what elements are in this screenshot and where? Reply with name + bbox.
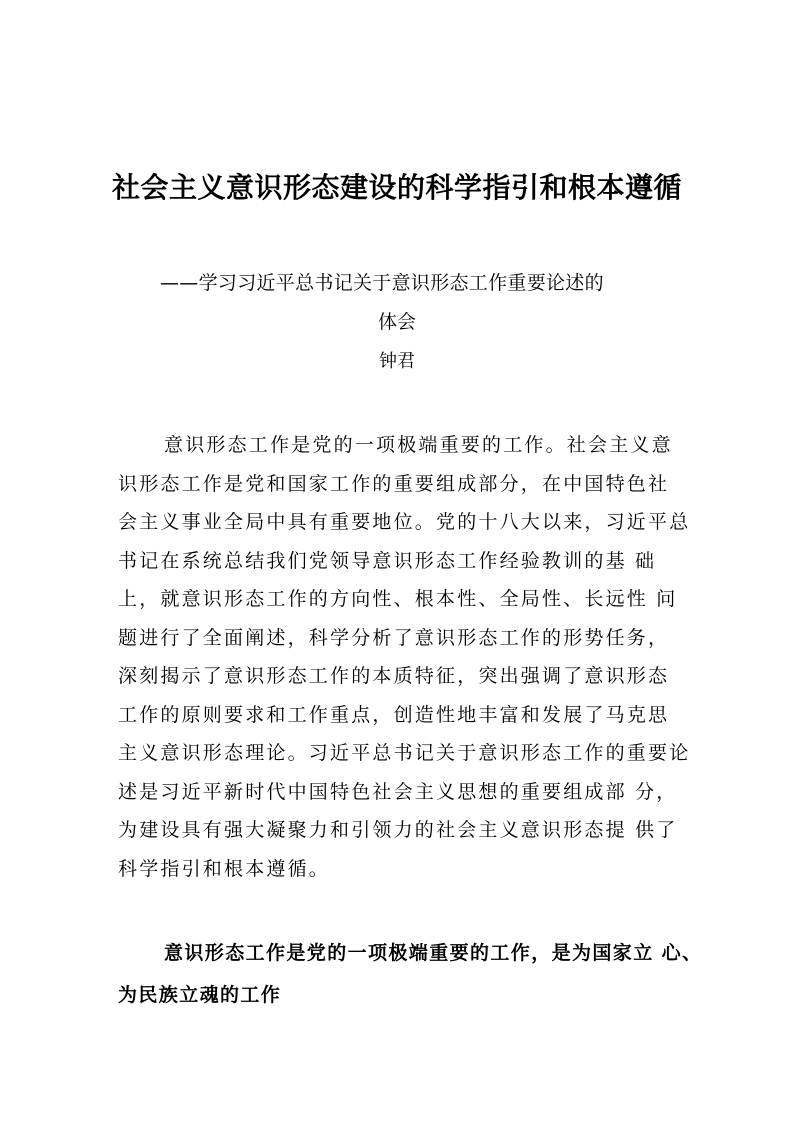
body-line: 上，就意识形态工作的方向性、根本性、全局性、长远性 问 bbox=[118, 588, 678, 610]
body-line: 书记在系统总结我们党领导意识形态工作经验教训的基 础 bbox=[118, 549, 657, 572]
body-line: 会主义事业全局中具有重要地位。党的十八大以来，习近平总 bbox=[118, 511, 691, 533]
document-subtitle-continuation: 体会 bbox=[377, 311, 416, 333]
body-line: 科学指引和根本遵循。 bbox=[118, 857, 331, 880]
body-line: 题进行了全面阐述，科学分析了意识形态工作的形势任务， bbox=[118, 626, 670, 649]
author-name: 钟君 bbox=[379, 351, 415, 372]
body-line: 深刻揭示了意识形态工作的本质特征，突出强调了意识形态 bbox=[118, 665, 670, 687]
document-title: 社会主义意识形态建设的科学指引和根本遵循 bbox=[111, 171, 682, 204]
body-paragraph bbox=[118, 426, 690, 888]
body-line: 工作的原则要求和工作重点，创造性地丰富和发展了马克思 bbox=[118, 703, 670, 726]
section-heading bbox=[118, 932, 703, 1016]
section-heading-line: 意识形态工作是党的一项极端重要的工作，是为国家立 心、 bbox=[164, 942, 703, 964]
section-heading-line: 为民族立魂的工作 bbox=[118, 984, 282, 1006]
body-line: 述是习近平新时代中国特色社会主义思想的重要组成部 分， bbox=[118, 780, 678, 803]
body-line: 意识形态工作是党的一项极端重要的工作。社会主义意 bbox=[164, 434, 673, 456]
document-subtitle: ——学习习近平总书记关于意识形态工作重要论述的 bbox=[160, 272, 604, 294]
body-line: 为建设具有强大凝聚力和引领力的社会主义意识形态提 供了 bbox=[118, 819, 678, 841]
body-line: 主义意识形态理论。习近平总书记关于意识形态工作的重要论 bbox=[118, 742, 691, 764]
body-line: 识形态工作是党和国家工作的重要组成部分，在中国特色社 bbox=[118, 472, 670, 495]
